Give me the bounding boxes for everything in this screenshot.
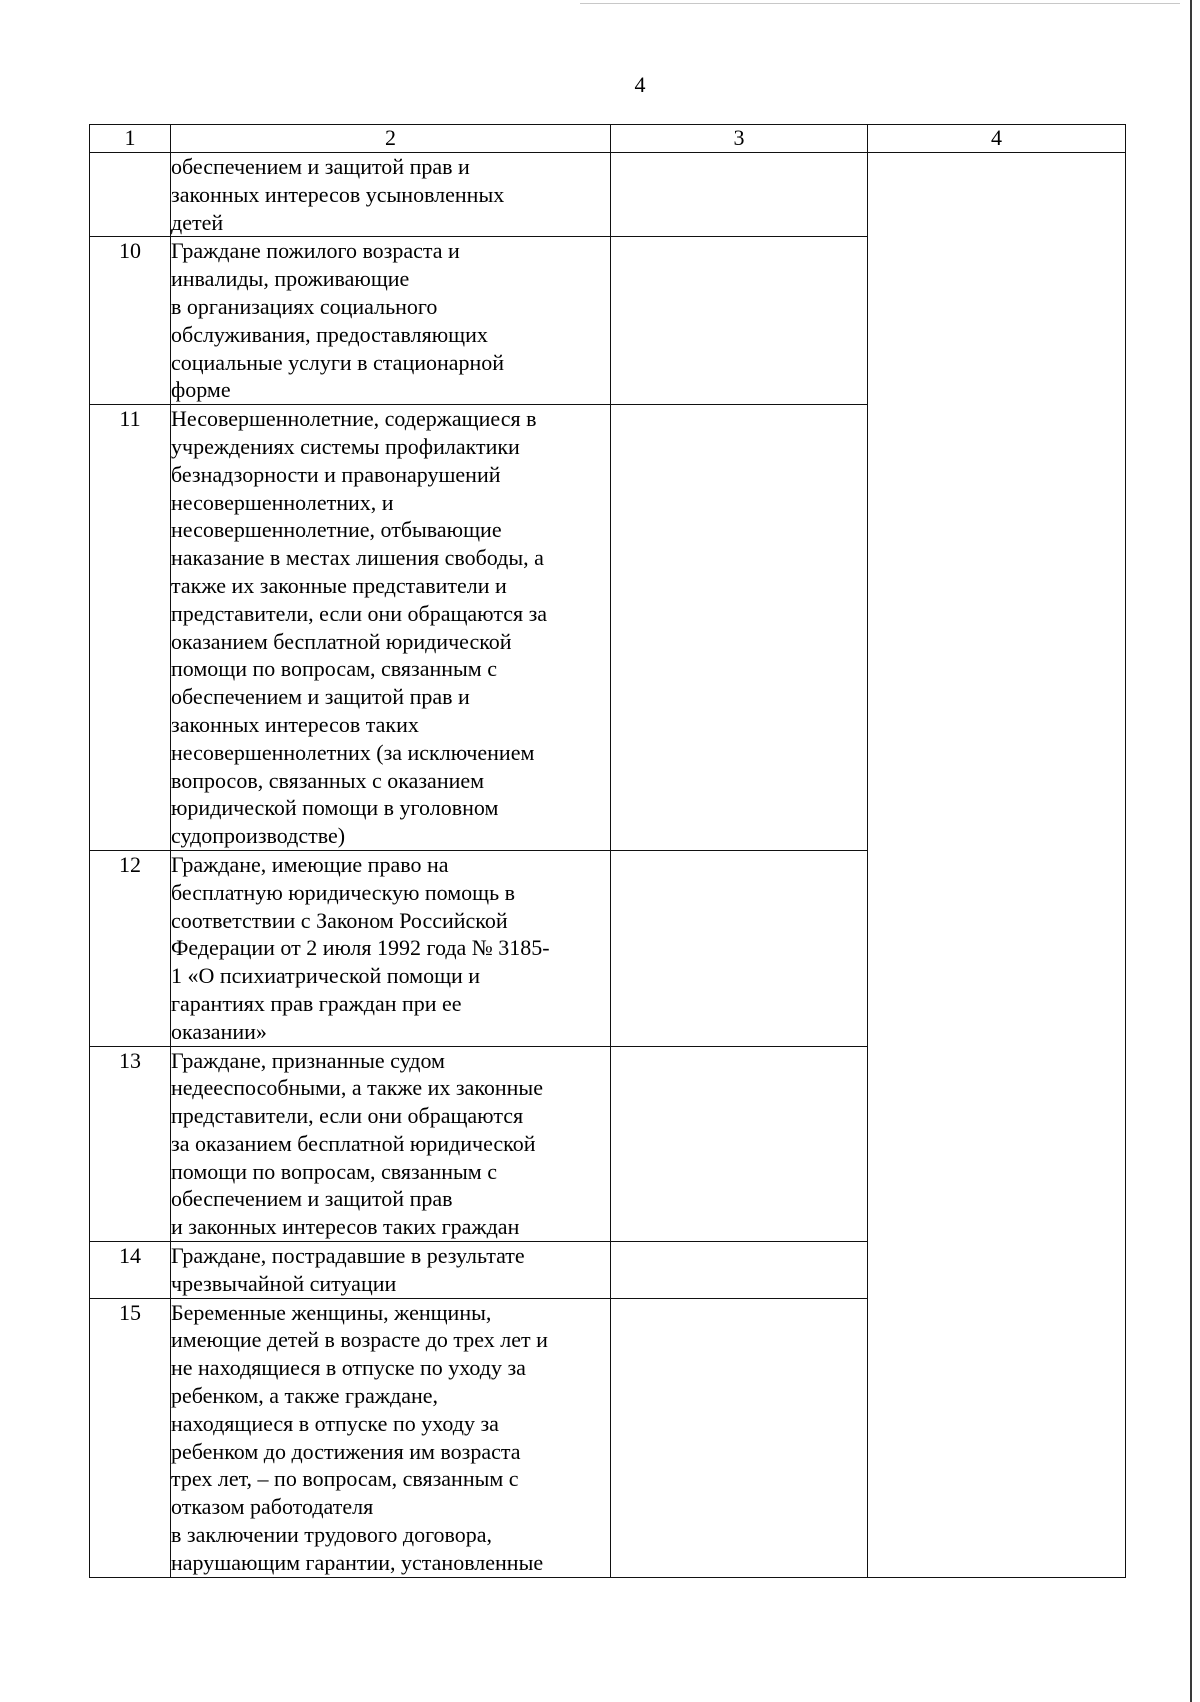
col-4-merged-cell	[868, 153, 1126, 1578]
row-number	[90, 153, 171, 237]
header-col-1: 1	[90, 125, 171, 153]
row-description: Граждане пожилого возраста и инвалиды, проживающие в организациях социального обслуживания, предоставляющих социальные услуги в стационарной форме	[171, 237, 611, 405]
page-edge	[1190, 0, 1192, 1702]
table-row	[90, 153, 1126, 237]
row-number: 11	[90, 405, 171, 851]
row-description: Граждане, пострадавшие в результате чрезвычайной ситуации	[171, 1242, 611, 1299]
row-number: 13	[90, 1046, 171, 1242]
row-description: Граждане, имеющие право на бесплатную юридическую помощь в соответствии с Законом Российской Федерации от 2 июля 1992 года № 3185- 1 «О психиатрической помощи и гарантиях прав граждан при ее оказании»	[171, 850, 611, 1046]
eligibility-table	[89, 124, 1126, 1578]
row-number: 12	[90, 850, 171, 1046]
row-col-3-cell	[611, 1242, 868, 1299]
row-number: 14	[90, 1242, 171, 1299]
page-number: 4	[634, 72, 646, 97]
header-col-4: 4	[868, 125, 1126, 153]
scan-artifact-line	[580, 3, 1180, 4]
row-description: Несовершеннолетние, содержащиеся в учреждениях системы профилактики безнадзорности и правонарушений несовершеннолетних, и несовершеннолетние, отбывающие наказание в местах лишения свободы, а также их законные представители и представители, если они обращаются за оказанием бесплатной юридической помощи по вопросам, связанным с обеспечением и защитой прав и законных интересов таких несовершеннолетних (за исключением вопросов, связанных с оказанием юридической помощи в уголовном судопроизводстве)	[171, 405, 611, 851]
row-col-3-cell	[611, 1046, 868, 1242]
header-col-3: 3	[611, 125, 868, 153]
row-col-3-cell	[611, 153, 868, 237]
header-col-2: 2	[171, 125, 611, 153]
row-description: Беременные женщины, женщины, имеющие детей в возрасте до трех лет и не находящиеся в отпуске по уходу за ребенком, а также граждане, находящиеся в отпуске по уходу за ребенком до достижения им возраста трех лет, – по вопросам, связанным с отказом работодателя в заключении трудового договора, нарушающим гарантии, установленные	[171, 1298, 611, 1577]
row-description: Граждане, признанные судом недееспособными, а также их законные представители, если они обращаются за оказанием бесплатной юридической помощи по вопросам, связанным с обеспечением и защитой прав и законных интересов таких граждан	[171, 1046, 611, 1242]
row-number: 15	[90, 1298, 171, 1577]
row-col-3-cell	[611, 850, 868, 1046]
row-col-3-cell	[611, 237, 868, 405]
row-col-3-cell	[611, 405, 868, 851]
row-description: обеспечением и защитой прав и законных интересов усыновленных детей	[171, 153, 611, 237]
table-header-row	[90, 125, 1126, 153]
row-col-3-cell	[611, 1298, 868, 1577]
row-number: 10	[90, 237, 171, 405]
